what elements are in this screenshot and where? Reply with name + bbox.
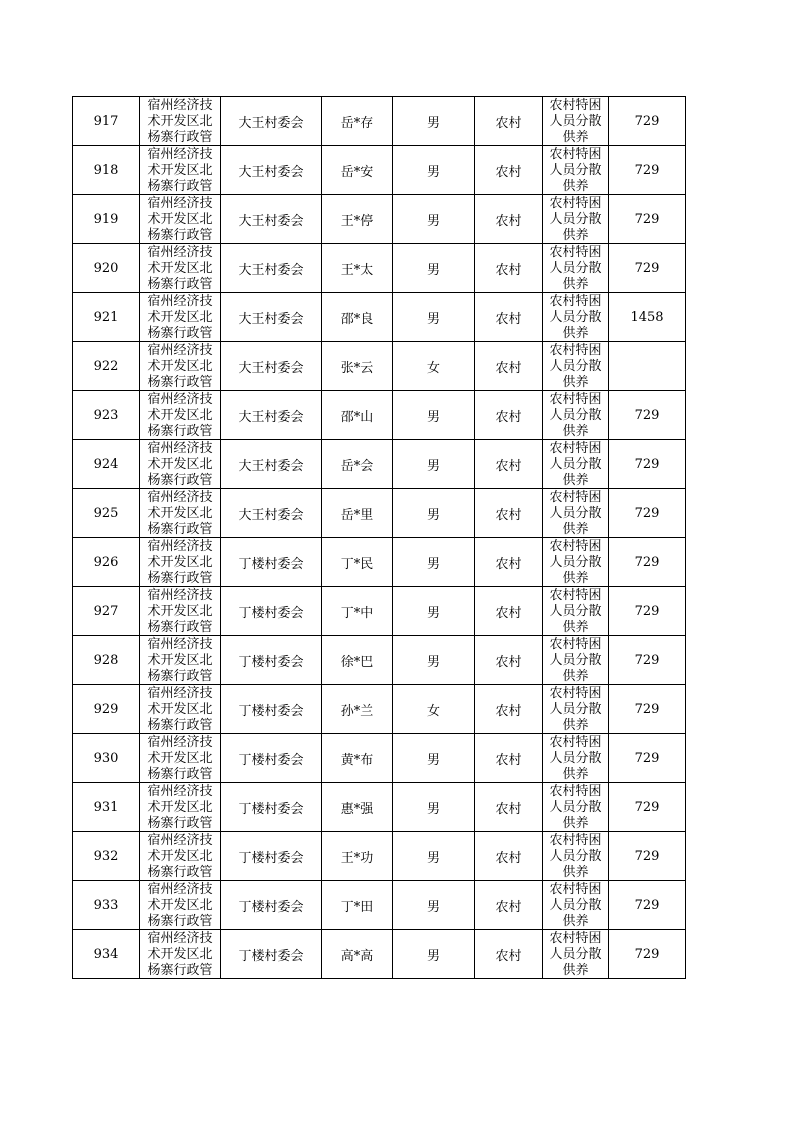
support-type-cell-line: 农村特困: [549, 686, 602, 701]
area-cell: 农村: [475, 195, 543, 244]
table-row: [73, 97, 686, 146]
sex-cell: 男: [393, 587, 475, 636]
town-cell-line: 杨寨行政管: [147, 424, 213, 439]
town-cell-line: 杨寨行政管: [147, 816, 213, 831]
sex-cell: 男: [393, 636, 475, 685]
support-type-cell: [543, 587, 609, 636]
amount-cell: 729: [609, 734, 686, 783]
amount-cell: 729: [609, 391, 686, 440]
table-row: [73, 783, 686, 832]
town-cell-line: 杨寨行政管: [147, 522, 213, 537]
sex-cell: 男: [393, 930, 475, 979]
village-cell: 大王村委会: [221, 293, 322, 342]
amount-cell: 729: [609, 587, 686, 636]
table-row: [73, 489, 686, 538]
support-type-cell: [543, 734, 609, 783]
amount-cell: 729: [609, 489, 686, 538]
town-cell-line: 宿州经济技: [147, 539, 213, 554]
town-cell-line: 术开发区北: [147, 898, 213, 913]
support-type-cell-line: 农村特困: [549, 588, 602, 603]
row-number-cell: 934: [73, 930, 140, 979]
name-cell: 惠*强: [322, 783, 393, 832]
table-row: [73, 293, 686, 342]
town-cell-line: 术开发区北: [147, 849, 213, 864]
village-cell: 丁楼村委会: [221, 636, 322, 685]
town-cell: [140, 685, 221, 734]
town-cell-line: 术开发区北: [147, 114, 213, 129]
support-type-cell-line: 供养: [562, 473, 589, 488]
support-type-cell-line: 人员分散: [549, 359, 602, 374]
row-number-cell: 922: [73, 342, 140, 391]
area-cell: 农村: [475, 734, 543, 783]
support-type-cell: [543, 293, 609, 342]
village-cell: 大王村委会: [221, 342, 322, 391]
town-cell: [140, 146, 221, 195]
amount-cell: 729: [609, 783, 686, 832]
town-cell-line: 杨寨行政管: [147, 963, 213, 978]
support-type-cell-line: 农村特困: [549, 441, 602, 456]
area-cell: 农村: [475, 538, 543, 587]
area-cell: 农村: [475, 489, 543, 538]
town-cell-line: 宿州经济技: [147, 735, 213, 750]
area-cell: 农村: [475, 97, 543, 146]
support-type-cell-line: 供养: [562, 522, 589, 537]
support-type-cell: [543, 342, 609, 391]
table-row: [73, 832, 686, 881]
town-cell-line: 杨寨行政管: [147, 571, 213, 586]
support-type-cell-line: 人员分散: [549, 555, 602, 570]
support-type-cell-line: 农村特困: [549, 931, 602, 946]
town-cell-line: 术开发区北: [147, 604, 213, 619]
town-cell-line: 杨寨行政管: [147, 914, 213, 929]
support-type-cell-line: 人员分散: [549, 800, 602, 815]
village-cell: 大王村委会: [221, 391, 322, 440]
amount-cell: [609, 342, 686, 391]
support-type-cell-line: 供养: [562, 914, 589, 929]
town-cell-line: 杨寨行政管: [147, 130, 213, 145]
sex-cell: 女: [393, 342, 475, 391]
support-type-cell-line: 供养: [562, 179, 589, 194]
village-cell: 大王村委会: [221, 440, 322, 489]
row-number-cell: 931: [73, 783, 140, 832]
name-cell: 王*停: [322, 195, 393, 244]
support-type-cell-line: 人员分散: [549, 506, 602, 521]
name-cell: 岳*安: [322, 146, 393, 195]
support-type-cell: [543, 636, 609, 685]
row-number-cell: 932: [73, 832, 140, 881]
town-cell: [140, 734, 221, 783]
table-row: [73, 195, 686, 244]
support-type-cell-line: 供养: [562, 571, 589, 586]
support-type-cell-line: 人员分散: [549, 408, 602, 423]
town-cell: [140, 783, 221, 832]
name-cell: 岳*里: [322, 489, 393, 538]
row-number-cell: 927: [73, 587, 140, 636]
town-cell: [140, 97, 221, 146]
town-cell: [140, 832, 221, 881]
row-number-cell: 919: [73, 195, 140, 244]
sex-cell: 男: [393, 293, 475, 342]
town-cell: [140, 489, 221, 538]
area-cell: 农村: [475, 881, 543, 930]
support-type-cell-line: 农村特困: [549, 784, 602, 799]
town-cell-line: 宿州经济技: [147, 490, 213, 505]
support-type-cell-line: 人员分散: [549, 310, 602, 325]
name-cell: 邵*良: [322, 293, 393, 342]
row-number-cell: 918: [73, 146, 140, 195]
row-number-cell: 930: [73, 734, 140, 783]
table-row: [73, 244, 686, 293]
row-number-cell: 924: [73, 440, 140, 489]
town-cell: [140, 440, 221, 489]
town-cell-line: 术开发区北: [147, 212, 213, 227]
town-cell-line: 杨寨行政管: [147, 228, 213, 243]
support-type-cell: [543, 783, 609, 832]
table-row: [73, 636, 686, 685]
name-cell: 丁*民: [322, 538, 393, 587]
row-number-cell: 925: [73, 489, 140, 538]
support-type-cell-line: 供养: [562, 130, 589, 145]
village-cell: 大王村委会: [221, 146, 322, 195]
town-cell-line: 宿州经济技: [147, 784, 213, 799]
village-cell: 大王村委会: [221, 489, 322, 538]
town-cell-line: 术开发区北: [147, 163, 213, 178]
row-number-cell: 920: [73, 244, 140, 293]
table-row: [73, 391, 686, 440]
support-type-cell-line: 农村特困: [549, 343, 602, 358]
town-cell-line: 术开发区北: [147, 800, 213, 815]
row-number-cell: 926: [73, 538, 140, 587]
support-type-cell: [543, 489, 609, 538]
town-cell-line: 宿州经济技: [147, 686, 213, 701]
town-cell-line: 术开发区北: [147, 947, 213, 962]
area-cell: 农村: [475, 391, 543, 440]
town-cell: [140, 244, 221, 293]
town-cell-line: 宿州经济技: [147, 245, 213, 260]
name-cell: 王*太: [322, 244, 393, 293]
support-type-cell-line: 供养: [562, 228, 589, 243]
village-cell: 丁楼村委会: [221, 734, 322, 783]
town-cell: [140, 636, 221, 685]
support-type-cell-line: 供养: [562, 620, 589, 635]
name-cell: 岳*会: [322, 440, 393, 489]
area-cell: 农村: [475, 832, 543, 881]
area-cell: 农村: [475, 636, 543, 685]
town-cell-line: 杨寨行政管: [147, 179, 213, 194]
town-cell-line: 术开发区北: [147, 702, 213, 717]
row-number-cell: 923: [73, 391, 140, 440]
town-cell-line: 宿州经济技: [147, 833, 213, 848]
row-number-cell: 933: [73, 881, 140, 930]
town-cell-line: 杨寨行政管: [147, 473, 213, 488]
support-type-cell-line: 农村特困: [549, 735, 602, 750]
row-number-cell: 921: [73, 293, 140, 342]
village-cell: 丁楼村委会: [221, 587, 322, 636]
village-cell: 大王村委会: [221, 97, 322, 146]
sex-cell: 男: [393, 832, 475, 881]
beneficiary-table: [72, 96, 686, 979]
area-cell: 农村: [475, 293, 543, 342]
town-cell: [140, 293, 221, 342]
village-cell: 丁楼村委会: [221, 685, 322, 734]
table-row: [73, 538, 686, 587]
village-cell: 丁楼村委会: [221, 538, 322, 587]
amount-cell: 729: [609, 146, 686, 195]
support-type-cell-line: 农村特困: [549, 294, 602, 309]
sex-cell: 男: [393, 391, 475, 440]
name-cell: 王*功: [322, 832, 393, 881]
table-row: [73, 685, 686, 734]
town-cell-line: 宿州经济技: [147, 882, 213, 897]
sex-cell: 男: [393, 440, 475, 489]
support-type-cell-line: 农村特困: [549, 637, 602, 652]
support-type-cell-line: 人员分散: [549, 653, 602, 668]
table-row: [73, 930, 686, 979]
area-cell: 农村: [475, 146, 543, 195]
village-cell: 丁楼村委会: [221, 881, 322, 930]
name-cell: 高*高: [322, 930, 393, 979]
town-cell-line: 杨寨行政管: [147, 326, 213, 341]
support-type-cell-line: 供养: [562, 865, 589, 880]
sex-cell: 男: [393, 881, 475, 930]
name-cell: 邵*山: [322, 391, 393, 440]
amount-cell: 729: [609, 538, 686, 587]
sex-cell: 男: [393, 195, 475, 244]
town-cell-line: 宿州经济技: [147, 392, 213, 407]
support-type-cell: [543, 930, 609, 979]
support-type-cell: [543, 881, 609, 930]
table-body: [73, 97, 686, 979]
support-type-cell-line: 农村特困: [549, 392, 602, 407]
town-cell-line: 宿州经济技: [147, 588, 213, 603]
amount-cell: 729: [609, 930, 686, 979]
town-cell-line: 宿州经济技: [147, 196, 213, 211]
town-cell: [140, 342, 221, 391]
town-cell-line: 术开发区北: [147, 506, 213, 521]
town-cell-line: 宿州经济技: [147, 294, 213, 309]
town-cell-line: 术开发区北: [147, 310, 213, 325]
support-type-cell-line: 人员分散: [549, 702, 602, 717]
support-type-cell-line: 人员分散: [549, 604, 602, 619]
support-type-cell-line: 农村特困: [549, 98, 602, 113]
village-cell: 大王村委会: [221, 195, 322, 244]
sex-cell: 男: [393, 783, 475, 832]
support-type-cell-line: 人员分散: [549, 114, 602, 129]
name-cell: 孙*兰: [322, 685, 393, 734]
town-cell-line: 杨寨行政管: [147, 767, 213, 782]
support-type-cell-line: 供养: [562, 424, 589, 439]
support-type-cell-line: 供养: [562, 669, 589, 684]
town-cell: [140, 538, 221, 587]
support-type-cell: [543, 391, 609, 440]
town-cell: [140, 587, 221, 636]
amount-cell: 729: [609, 832, 686, 881]
support-type-cell-line: 供养: [562, 816, 589, 831]
village-cell: 大王村委会: [221, 244, 322, 293]
support-type-cell-line: 人员分散: [549, 163, 602, 178]
town-cell-line: 杨寨行政管: [147, 718, 213, 733]
village-cell: 丁楼村委会: [221, 930, 322, 979]
town-cell-line: 杨寨行政管: [147, 277, 213, 292]
table-row: [73, 587, 686, 636]
name-cell: 丁*田: [322, 881, 393, 930]
support-type-cell: [543, 538, 609, 587]
area-cell: 农村: [475, 783, 543, 832]
table-row: [73, 146, 686, 195]
row-number-cell: 917: [73, 97, 140, 146]
amount-cell: 729: [609, 685, 686, 734]
town-cell-line: 杨寨行政管: [147, 620, 213, 635]
support-type-cell-line: 农村特困: [549, 539, 602, 554]
support-type-cell-line: 供养: [562, 963, 589, 978]
table-row: [73, 440, 686, 489]
name-cell: 徐*巴: [322, 636, 393, 685]
support-type-cell-line: 农村特困: [549, 490, 602, 505]
town-cell: [140, 195, 221, 244]
sex-cell: 男: [393, 146, 475, 195]
sex-cell: 男: [393, 734, 475, 783]
town-cell: [140, 930, 221, 979]
support-type-cell: [543, 685, 609, 734]
support-type-cell: [543, 244, 609, 293]
name-cell: 张*云: [322, 342, 393, 391]
name-cell: 岳*存: [322, 97, 393, 146]
amount-cell: 729: [609, 244, 686, 293]
amount-cell: 729: [609, 195, 686, 244]
town-cell-line: 宿州经济技: [147, 637, 213, 652]
support-type-cell-line: 农村特困: [549, 245, 602, 260]
support-type-cell: [543, 440, 609, 489]
row-number-cell: 929: [73, 685, 140, 734]
town-cell-line: 杨寨行政管: [147, 669, 213, 684]
town-cell-line: 宿州经济技: [147, 343, 213, 358]
town-cell-line: 宿州经济技: [147, 147, 213, 162]
support-type-cell: [543, 832, 609, 881]
area-cell: 农村: [475, 587, 543, 636]
name-cell: 丁*中: [322, 587, 393, 636]
area-cell: 农村: [475, 930, 543, 979]
town-cell-line: 术开发区北: [147, 359, 213, 374]
support-type-cell-line: 供养: [562, 375, 589, 390]
amount-cell: 729: [609, 97, 686, 146]
support-type-cell-line: 人员分散: [549, 212, 602, 227]
support-type-cell: [543, 146, 609, 195]
town-cell-line: 术开发区北: [147, 555, 213, 570]
support-type-cell: [543, 97, 609, 146]
support-type-cell-line: 人员分散: [549, 898, 602, 913]
table-row: [73, 881, 686, 930]
town-cell-line: 术开发区北: [147, 408, 213, 423]
support-type-cell-line: 供养: [562, 277, 589, 292]
amount-cell: 1458: [609, 293, 686, 342]
village-cell: 丁楼村委会: [221, 783, 322, 832]
area-cell: 农村: [475, 244, 543, 293]
village-cell: 丁楼村委会: [221, 832, 322, 881]
support-type-cell: [543, 195, 609, 244]
area-cell: 农村: [475, 440, 543, 489]
support-type-cell-line: 人员分散: [549, 849, 602, 864]
support-type-cell-line: 农村特困: [549, 147, 602, 162]
town-cell-line: 术开发区北: [147, 457, 213, 472]
area-cell: 农村: [475, 342, 543, 391]
amount-cell: 729: [609, 881, 686, 930]
support-type-cell-line: 人员分散: [549, 947, 602, 962]
support-type-cell-line: 人员分散: [549, 457, 602, 472]
name-cell: 黄*布: [322, 734, 393, 783]
town-cell-line: 术开发区北: [147, 751, 213, 766]
support-type-cell-line: 农村特困: [549, 196, 602, 211]
support-type-cell-line: 人员分散: [549, 751, 602, 766]
row-number-cell: 928: [73, 636, 140, 685]
town-cell-line: 杨寨行政管: [147, 375, 213, 390]
support-type-cell-line: 供养: [562, 718, 589, 733]
town-cell-line: 术开发区北: [147, 653, 213, 668]
town-cell-line: 宿州经济技: [147, 98, 213, 113]
sex-cell: 女: [393, 685, 475, 734]
table-row: [73, 734, 686, 783]
support-type-cell-line: 人员分散: [549, 261, 602, 276]
sex-cell: 男: [393, 538, 475, 587]
support-type-cell-line: 农村特困: [549, 833, 602, 848]
sex-cell: 男: [393, 489, 475, 538]
town-cell-line: 术开发区北: [147, 261, 213, 276]
support-type-cell-line: 农村特困: [549, 882, 602, 897]
town-cell: [140, 391, 221, 440]
area-cell: 农村: [475, 685, 543, 734]
town-cell: [140, 881, 221, 930]
town-cell-line: 宿州经济技: [147, 931, 213, 946]
town-cell-line: 宿州经济技: [147, 441, 213, 456]
amount-cell: 729: [609, 636, 686, 685]
sex-cell: 男: [393, 97, 475, 146]
table-row: [73, 342, 686, 391]
support-type-cell-line: 供养: [562, 326, 589, 341]
support-type-cell-line: 供养: [562, 767, 589, 782]
amount-cell: 729: [609, 440, 686, 489]
town-cell-line: 杨寨行政管: [147, 865, 213, 880]
sex-cell: 男: [393, 244, 475, 293]
